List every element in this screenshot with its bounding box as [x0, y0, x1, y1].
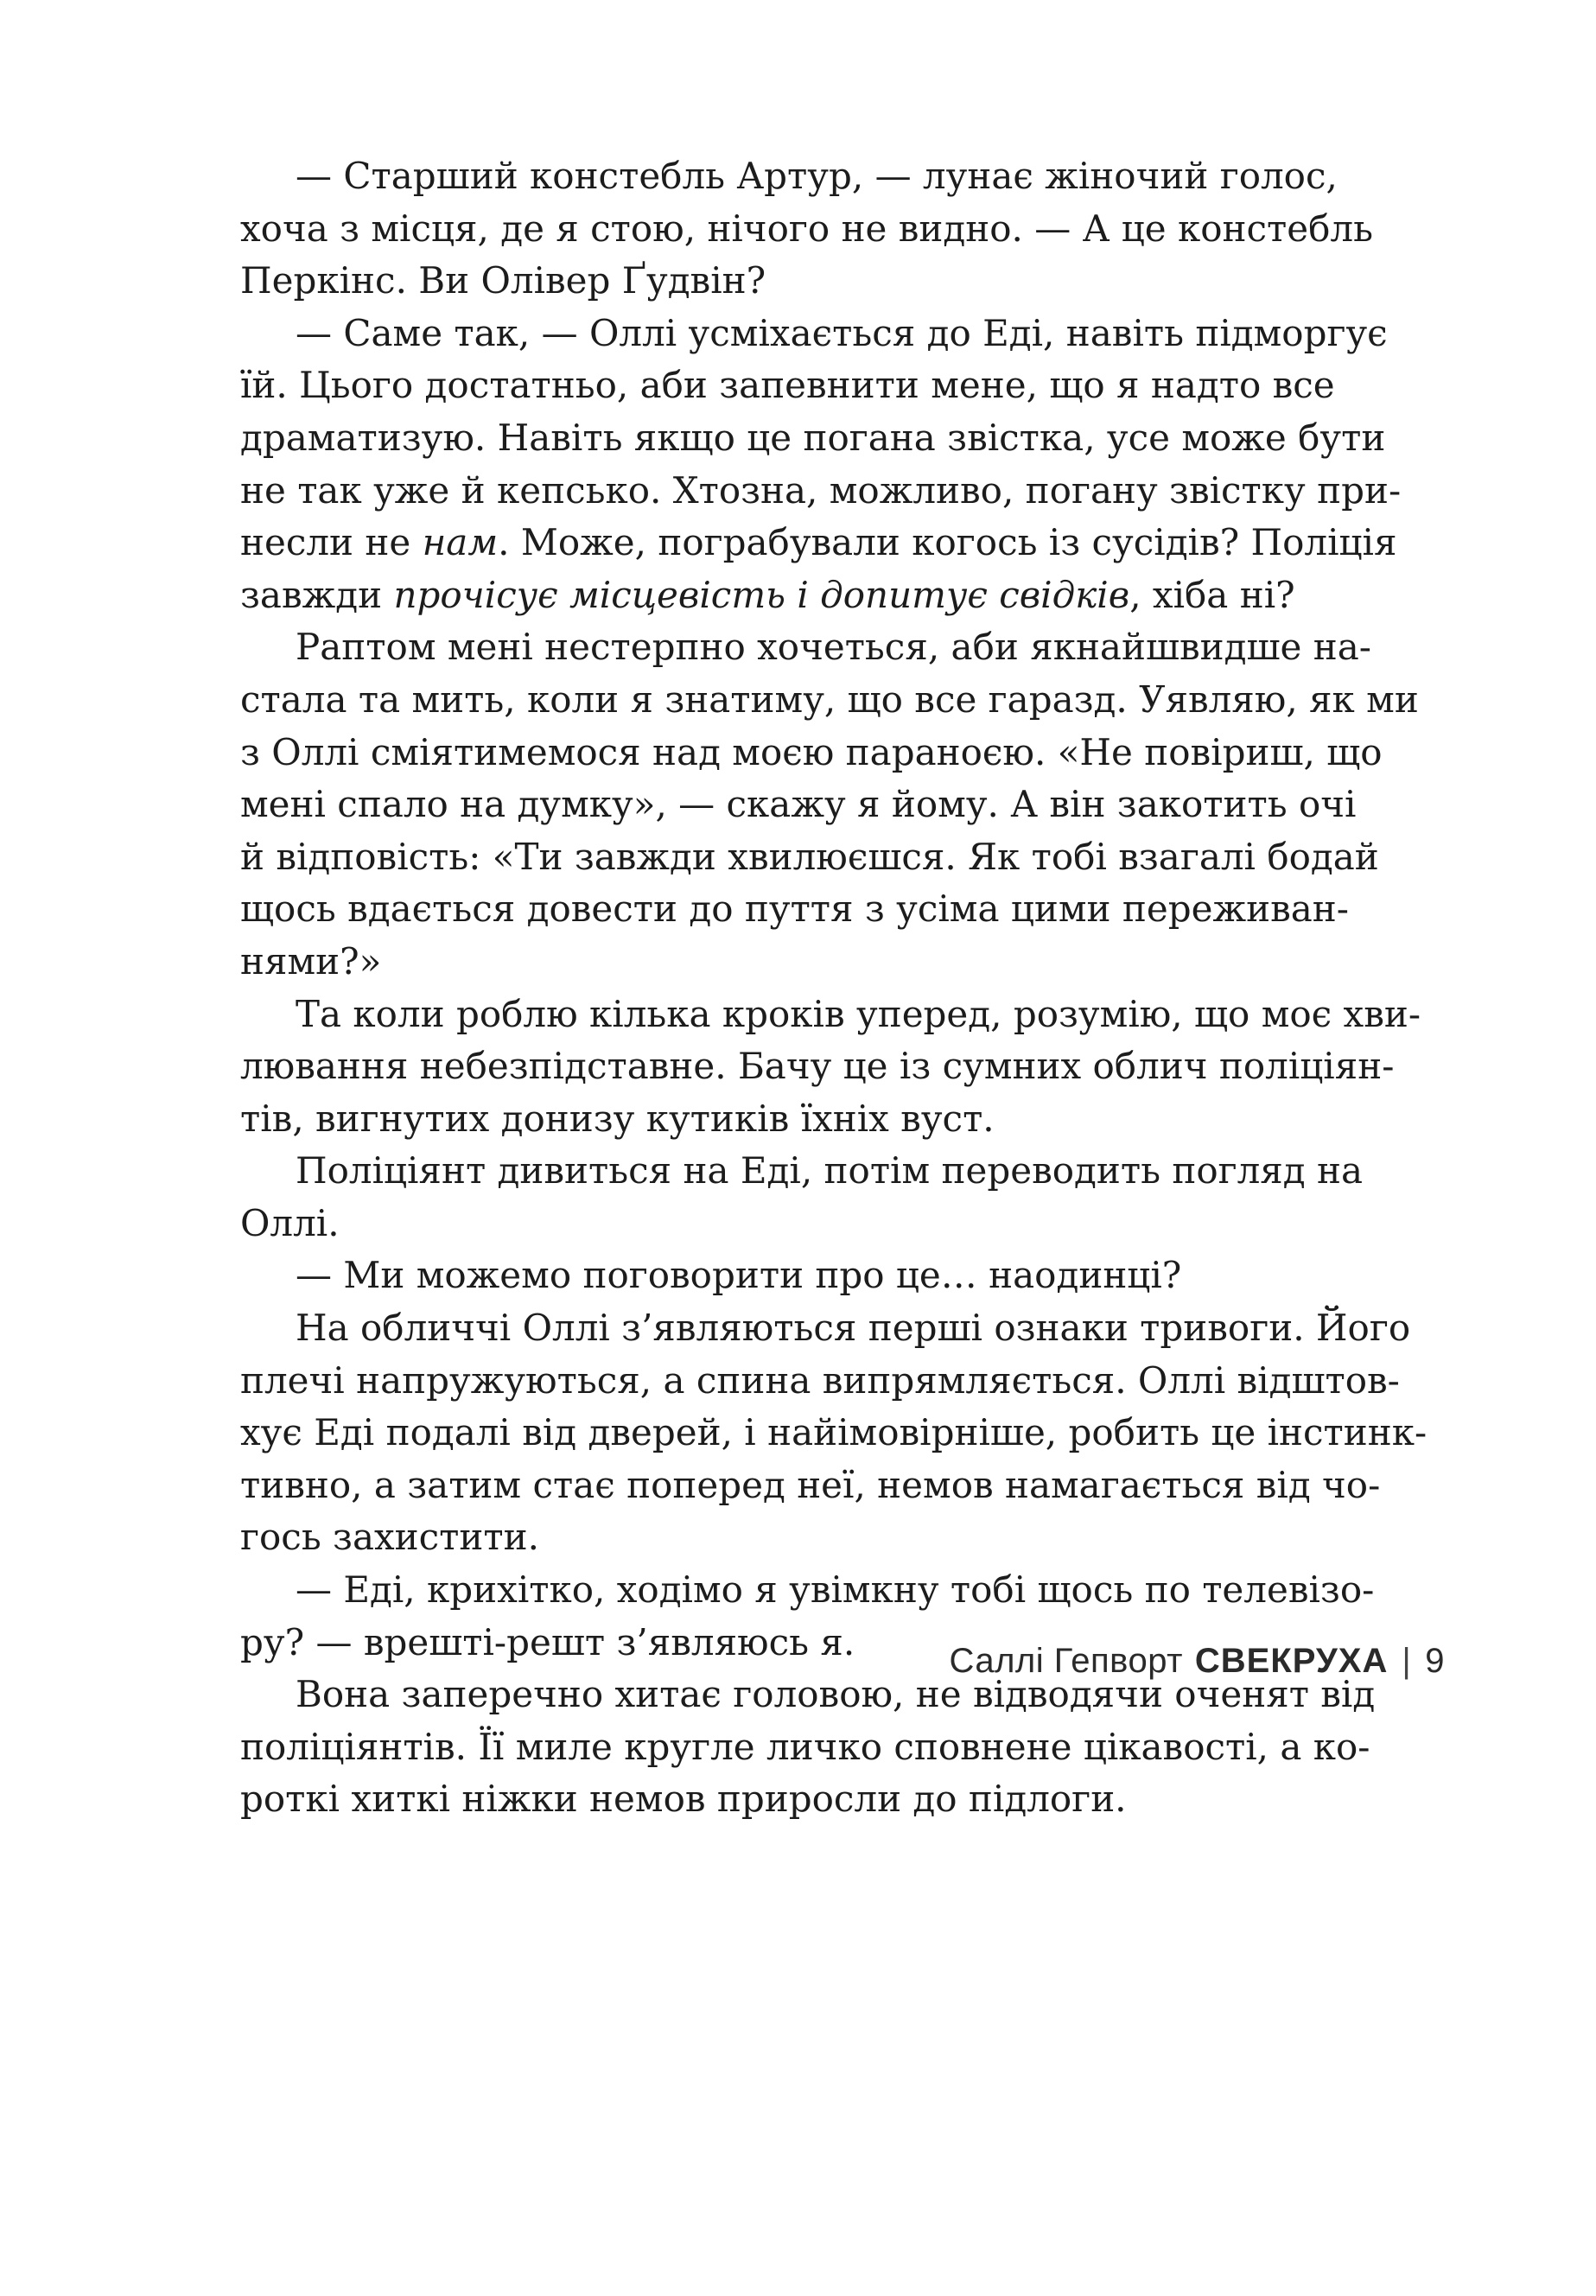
- text-line-content: На обличчі Оллі з’являються перші ознаки тривоги. Його: [296, 1307, 1411, 1350]
- running-footer: [950, 1642, 1446, 1681]
- text-line-continuation: . Може, пограбували когось із сусідів? Поліція: [498, 521, 1397, 564]
- text-line: [240, 1198, 1400, 1250]
- text-line: [240, 1407, 1427, 1460]
- text-line-content: Вона заперечно хитає головою, не відводячи оченят від: [296, 1673, 1376, 1716]
- footer-author: Саллі Гепворт: [949, 1642, 1183, 1680]
- text-line-content: й відповість: «Ти завжди хвилюєшся. Як тобі взагалі бодай: [240, 835, 1379, 878]
- text-line-content: — Саме так, — Оллі усміхається до Еді, навіть підморгує: [296, 311, 1388, 354]
- text-line: [240, 779, 1400, 831]
- text-line: [240, 203, 1400, 256]
- text-line: [240, 1773, 1400, 1826]
- page-number: 9: [1425, 1642, 1445, 1680]
- text-line: [240, 255, 1400, 308]
- text-line: [240, 465, 1400, 518]
- text-line-content: — Еді, крихітко, ходімо я увімкну тобі щось по телевізо-: [296, 1568, 1375, 1612]
- text-line: [240, 831, 1400, 884]
- text-line-content: хоча з місця, де я стою, нічого не видно. — А це констебль: [240, 207, 1373, 250]
- text-line: [240, 412, 1400, 465]
- text-line-content: драматизую. Навіть якщо це погана звістка, усе може бути: [240, 416, 1386, 459]
- text-line-content: стала та мить, коли я знатиму, що все гаразд. Уявляю, як ми: [240, 677, 1419, 721]
- text-line-content: не так уже й кепсько. Хтозна, можливо, погану звістку при-: [240, 468, 1402, 512]
- text-line-content: нями?»: [240, 939, 382, 983]
- text-line-content: з Оллі сміятимемося над моєю параноєю. «Не повіриш, що: [240, 730, 1383, 773]
- text-line: [240, 359, 1400, 412]
- text-line: [240, 569, 1400, 622]
- text-line-content: Перкінс. Ви Олівер Ґудвін?: [240, 259, 766, 302]
- text-line-content: тів, вигнутих донизу кутиків їхніх вуст.: [240, 1097, 995, 1140]
- text-line: [240, 674, 1419, 727]
- text-line-content: поліціянтів. Її миле кругле личко сповнене цікавості, а ко-: [240, 1725, 1370, 1768]
- text-line: [240, 1721, 1400, 1774]
- text-line-content: Та коли роблю кілька кроків уперед, розумію, що моє хви-: [296, 992, 1421, 1035]
- text-line-content: тивно, а затим стає поперед неї, немов намагається від чо-: [240, 1463, 1381, 1506]
- text-line: [240, 1355, 1400, 1408]
- text-line-content: їй. Цього достатньо, аби запевнити мене, що я надто все: [240, 364, 1335, 407]
- text-line-continuation: , хіба ні?: [1129, 573, 1295, 616]
- text-line: [240, 936, 1400, 989]
- text-line: [240, 150, 1400, 203]
- text-line-content: плечі напружуються, а спина випрямляється. Оллі відштов-: [240, 1358, 1400, 1402]
- text-line: [240, 727, 1400, 779]
- text-line-content: мені спало на думку», — скажу я йому. А він закотить очі: [240, 783, 1357, 826]
- text-line-content: гось захистити.: [240, 1516, 539, 1559]
- text-line-content: ру? — врешті-решт з’являюсь я.: [240, 1620, 855, 1663]
- text-line: [240, 1040, 1400, 1093]
- italic-emphasis: прочісує місцевість і допитує свідків: [393, 573, 1130, 616]
- text-line-content: — Старший констебль Артур, — лунає жіночий голос,: [296, 155, 1338, 197]
- text-line: [240, 1564, 1400, 1617]
- italic-emphasis: нам: [422, 521, 499, 564]
- text-line-content: завжди: [240, 573, 394, 616]
- text-line-content: Раптом мені нестерпно хочеться, аби якнайшвидше на-: [296, 626, 1371, 669]
- text-line: [240, 517, 1400, 569]
- text-line: [240, 1093, 1400, 1146]
- text-line-content: хує Еді подалі від дверей, і найімовірніше, робить це інстинк-: [240, 1411, 1427, 1454]
- text-line-content: несли не: [240, 521, 423, 564]
- text-line-content: Оллі.: [240, 1201, 340, 1244]
- text-line: [240, 1460, 1400, 1512]
- text-line: [240, 883, 1400, 936]
- text-line-content: — Ми можемо поговорити про це… наодинці?: [296, 1254, 1182, 1297]
- text-line: [240, 621, 1400, 674]
- text-line-content: Поліціянт дивиться на Еді, потім переводить погляд на: [296, 1149, 1364, 1193]
- text-line-content: роткі хиткі ніжки немов приросли до підлоги.: [240, 1778, 1127, 1821]
- text-line: [240, 1511, 1400, 1564]
- footer-separator: |: [1402, 1642, 1412, 1680]
- footer-book-title: СВЕКРУХА: [1194, 1642, 1389, 1680]
- body-text: [240, 150, 1427, 1826]
- text-line-content: лювання небезпідставне. Бачу це із сумних облич поліціян-: [240, 1045, 1395, 1088]
- text-line-content: щось вдається довести до пуття з усіма цими переживан-: [240, 887, 1349, 931]
- text-line: [240, 1250, 1400, 1302]
- text-line: [240, 1302, 1411, 1355]
- text-line: [240, 308, 1400, 360]
- text-line: [240, 989, 1421, 1041]
- text-line: [240, 1145, 1400, 1198]
